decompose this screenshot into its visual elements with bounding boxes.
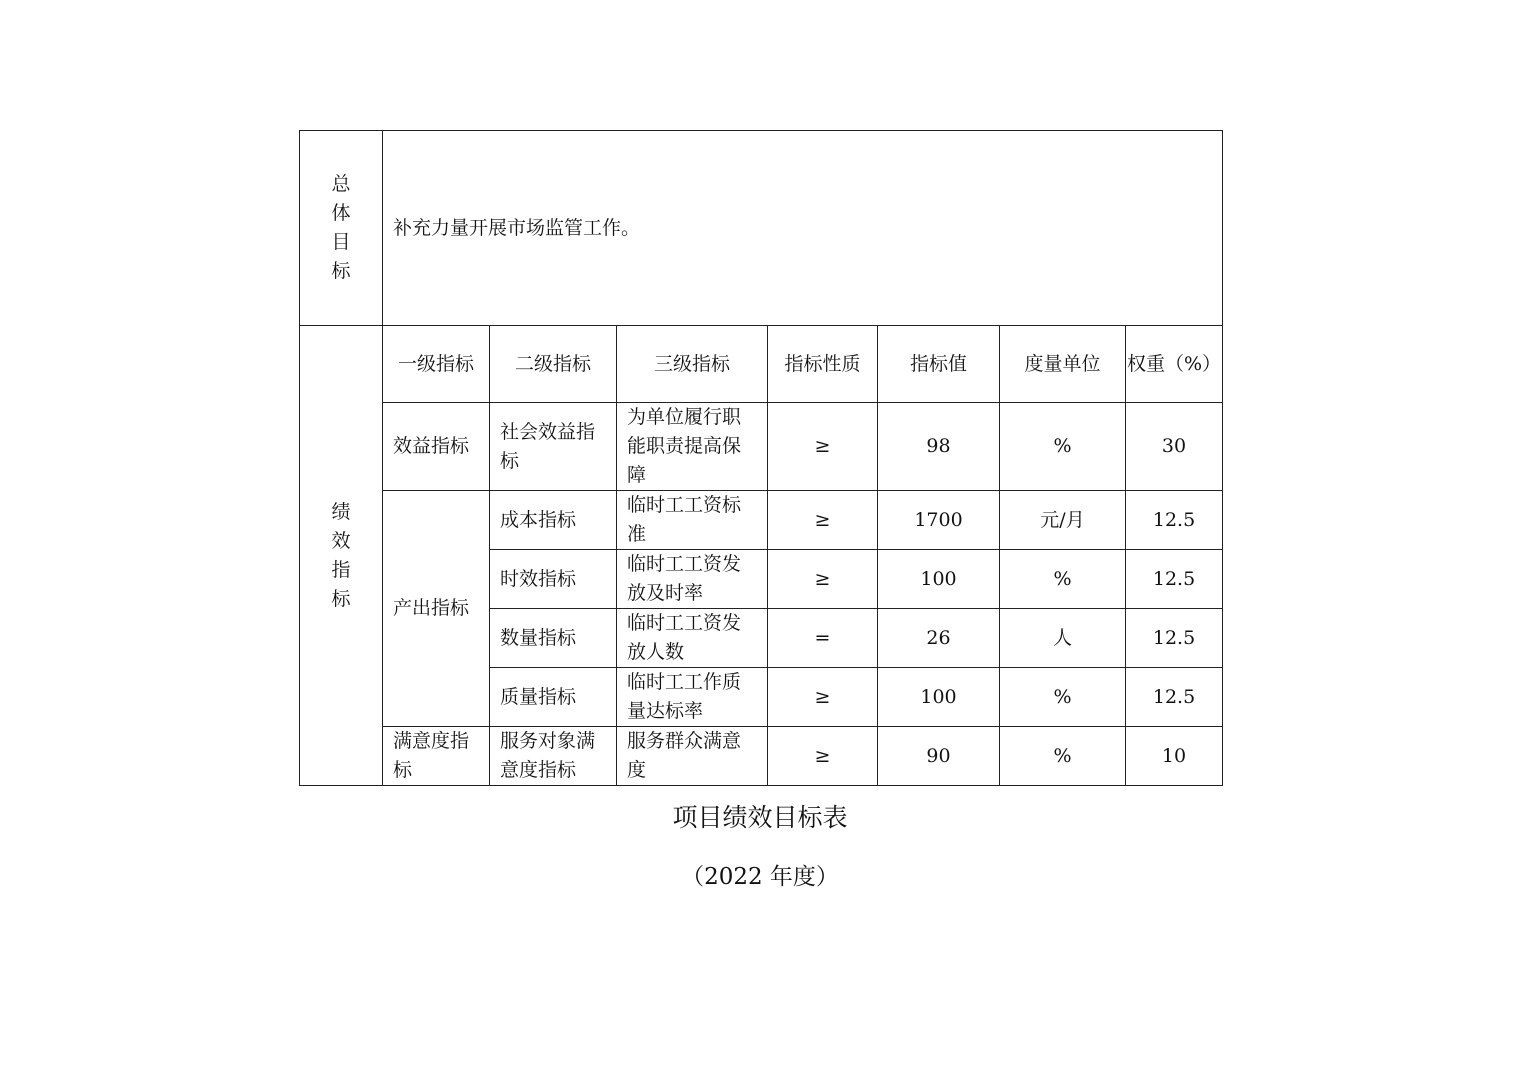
level2-cell: 时效指标	[490, 550, 617, 609]
overall-goal-content: 补充力量开展市场监管工作。	[383, 131, 1223, 326]
level3-cell: 临时工工资标准	[617, 491, 768, 550]
value-cell: 98	[878, 403, 1000, 491]
nature-cell: =	[768, 609, 878, 668]
nature-cell: ≥	[768, 668, 878, 727]
level3-cell: 服务群众满意度	[617, 727, 768, 786]
level2-cell: 服务对象满意度指标	[490, 727, 617, 786]
nature-cell: ≥	[768, 727, 878, 786]
level2-cell: 社会效益指标	[490, 403, 617, 491]
header-level2: 二级指标	[490, 326, 617, 403]
performance-label-cell	[300, 326, 383, 786]
value-cell: 90	[878, 727, 1000, 786]
header-unit: 度量单位	[1000, 326, 1126, 403]
weight-cell: 12.5	[1126, 668, 1223, 727]
level3-cell: 临时工工作质量达标率	[617, 668, 768, 727]
table-row	[300, 727, 1223, 786]
performance-target-table	[299, 130, 1223, 786]
unit-cell: %	[1000, 727, 1126, 786]
table-title: 项目绩效目标表	[672, 803, 848, 832]
overall-goal-label: 总体目标	[331, 173, 351, 282]
level1-cell: 满意度指标	[383, 727, 490, 786]
table-row	[300, 403, 1223, 491]
level1-cell: 效益指标	[383, 403, 490, 491]
level1-cell: 产出指标	[383, 491, 490, 727]
unit-cell: 元/月	[1000, 491, 1126, 550]
overall-goal-label-cell	[300, 131, 383, 326]
level2-cell: 成本指标	[490, 491, 617, 550]
weight-cell: 12.5	[1126, 609, 1223, 668]
unit-cell: 人	[1000, 609, 1126, 668]
level3-cell: 为单位履行职能职责提高保障	[617, 403, 768, 491]
nature-cell: ≥	[768, 491, 878, 550]
value-cell: 1700	[878, 491, 1000, 550]
header-nature: 指标性质	[768, 326, 878, 403]
value-cell: 26	[878, 609, 1000, 668]
performance-label: 绩效指标	[331, 500, 351, 610]
level3-cell: 临时工工资发放人数	[617, 609, 768, 668]
weight-cell: 12.5	[1126, 491, 1223, 550]
unit-cell: %	[1000, 403, 1126, 491]
indicator-header-row	[300, 326, 1223, 403]
nature-cell: ≥	[768, 550, 878, 609]
weight-cell: 30	[1126, 403, 1223, 491]
header-level3: 三级指标	[617, 326, 768, 403]
unit-cell: %	[1000, 668, 1126, 727]
value-cell: 100	[878, 668, 1000, 727]
weight-cell: 12.5	[1126, 550, 1223, 609]
value-cell: 100	[878, 550, 1000, 609]
level2-cell: 数量指标	[490, 609, 617, 668]
table-year: （2022 年度）	[681, 864, 839, 890]
nature-cell: ≥	[768, 403, 878, 491]
header-weight: 权重（%）	[1126, 326, 1223, 403]
unit-cell: %	[1000, 550, 1126, 609]
weight-cell: 10	[1126, 727, 1223, 786]
header-level1: 一级指标	[383, 326, 490, 403]
level3-cell: 临时工工资发放及时率	[617, 550, 768, 609]
overall-goal-row	[300, 131, 1223, 326]
header-value: 指标值	[878, 326, 1000, 403]
table-row	[300, 491, 1223, 550]
level2-cell: 质量指标	[490, 668, 617, 727]
